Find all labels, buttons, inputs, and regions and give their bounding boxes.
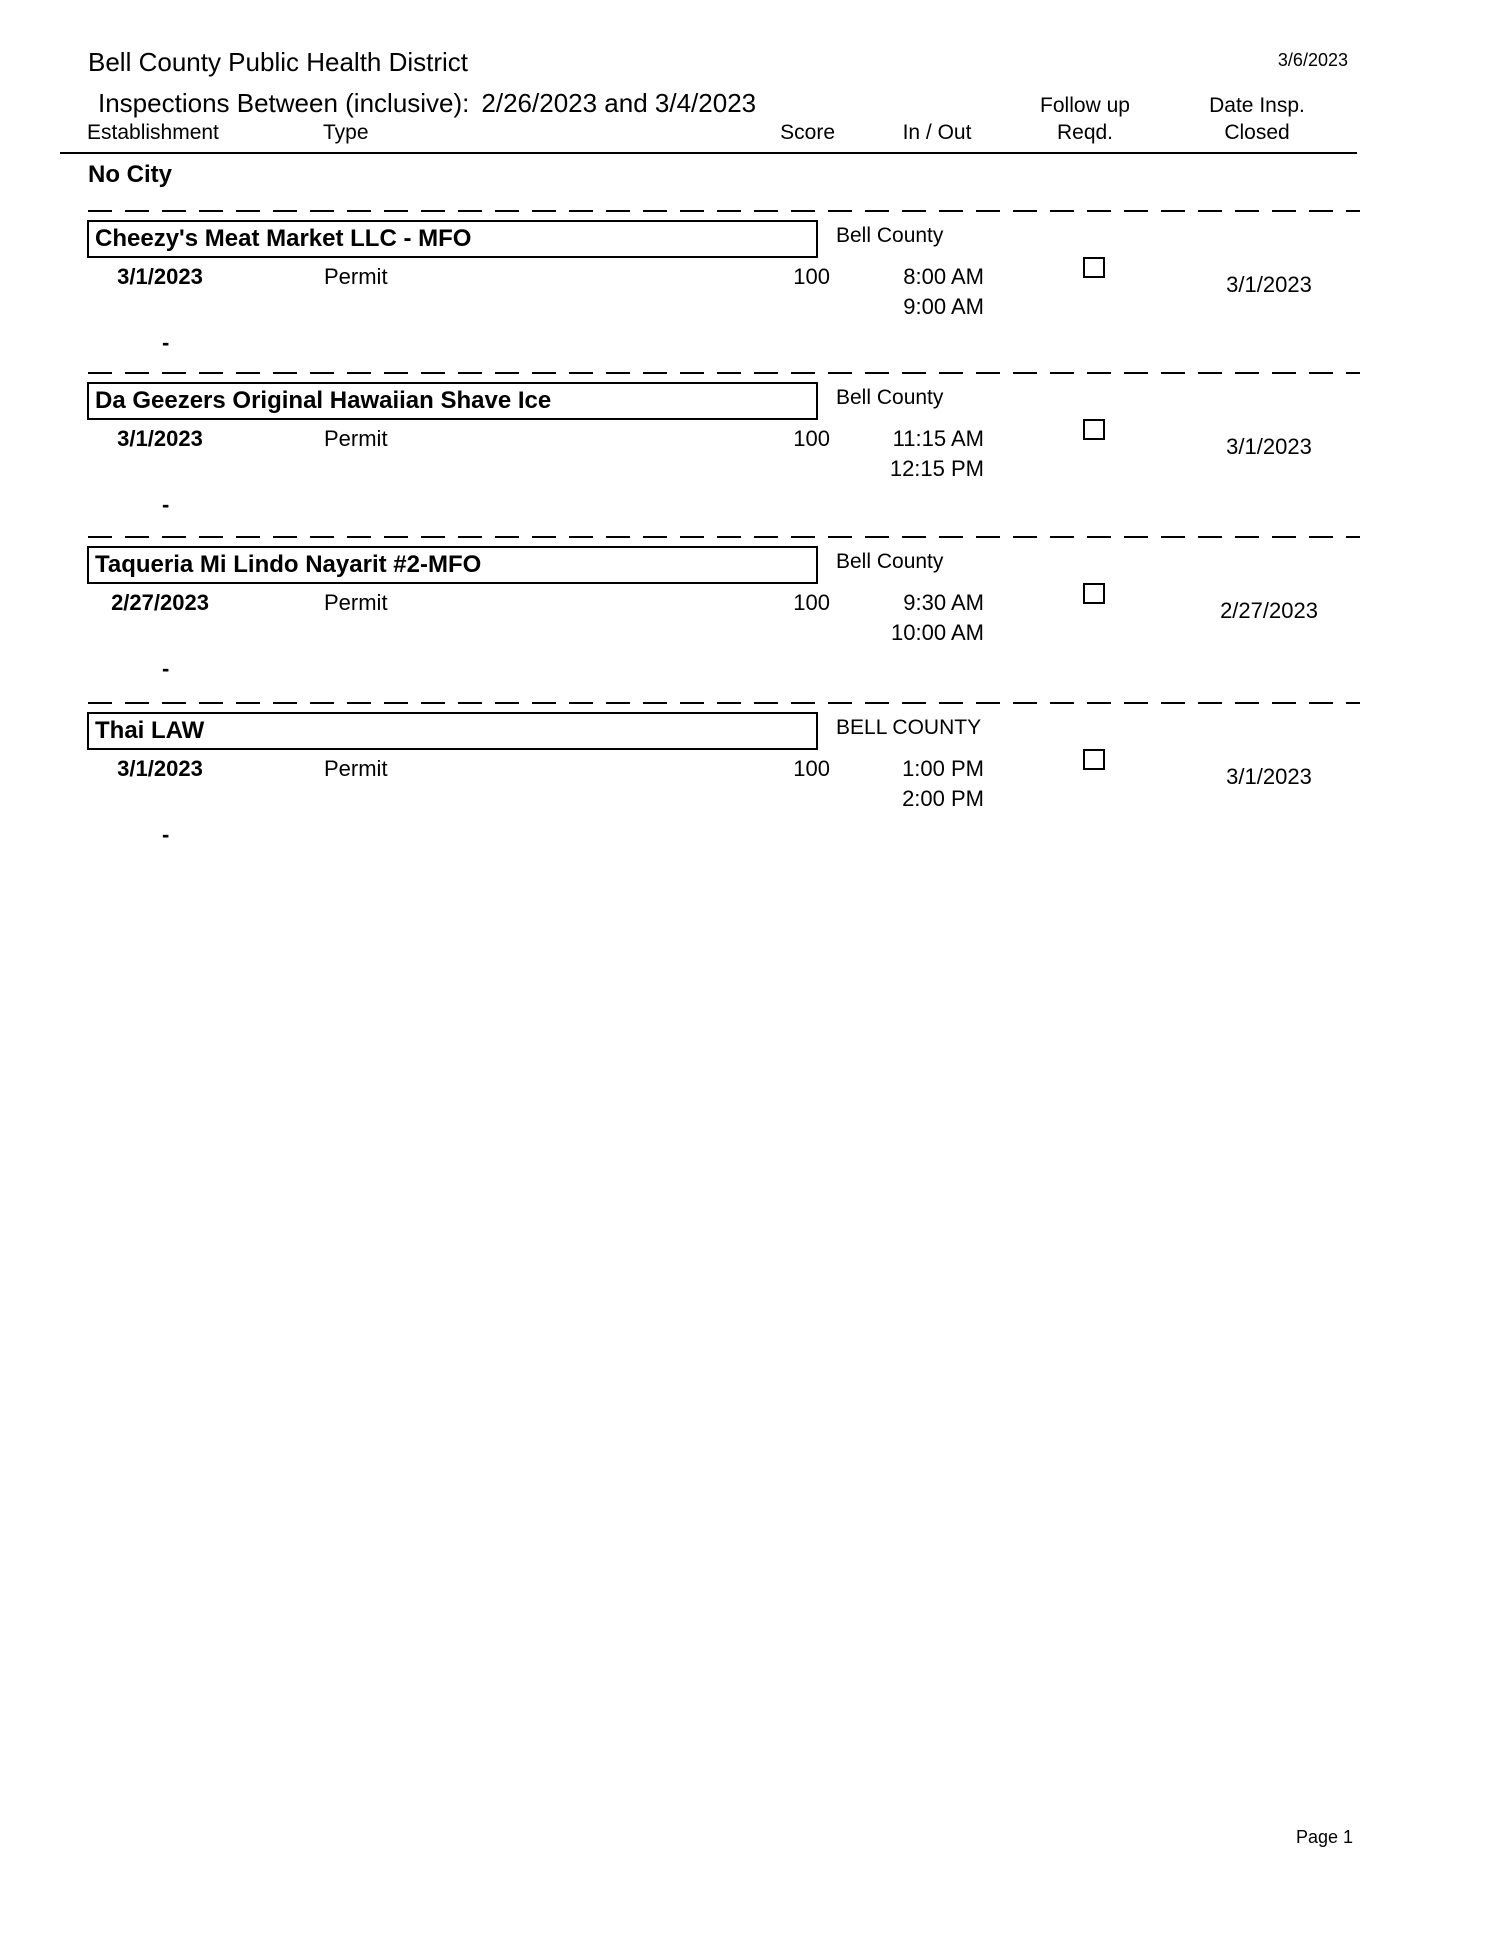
establishment-name-box [87, 382, 818, 420]
time-in: 11:15 AM [892, 426, 984, 451]
date-inspection-closed: 3/1/2023 [1226, 272, 1312, 297]
inspection-date: 3/1/2023 [117, 426, 203, 451]
inspection-type: Permit [324, 590, 388, 615]
inspection-block [0, 210, 1500, 374]
col-header-establishment: Establishment [87, 121, 219, 144]
follow-up-checkbox[interactable] [1083, 749, 1105, 770]
col-header-type: Type [323, 121, 369, 144]
establishment-name: Thai LAW [95, 717, 205, 744]
inspection-date: 3/1/2023 [117, 264, 203, 289]
date-inspection-closed: 2/27/2023 [1220, 598, 1318, 623]
inspection-score: 100 [793, 756, 830, 781]
establishment-name: Taqueria Mi Lindo Nayarit #2-MFO [95, 551, 482, 578]
col-header-date-closed-line1: Date Insp. [1209, 94, 1305, 117]
col-header-follow-up-line2: Reqd. [1056, 121, 1114, 144]
time-in: 1:00 PM [902, 756, 984, 781]
col-header-date-closed-line2: Closed [1224, 121, 1290, 144]
col-header-follow-up-line1: Follow up [1040, 94, 1130, 117]
inspection-score: 100 [793, 426, 830, 451]
subtitle-label: Inspections Between (inclusive): [98, 88, 470, 118]
inspection-block [0, 372, 1500, 536]
establishment-name-box [87, 712, 818, 750]
inspection-score: 100 [793, 264, 830, 289]
time-in: 9:30 AM [903, 590, 984, 615]
dashed-divider [88, 536, 1360, 538]
inspection-type: Permit [324, 264, 388, 289]
inspection-type: Permit [324, 426, 388, 451]
print-date: 3/6/2023 [1277, 50, 1348, 70]
dashed-divider [88, 702, 1360, 704]
date-inspection-closed: 3/1/2023 [1226, 434, 1312, 459]
subtitle-date-range: 2/26/2023 and 3/4/2023 [481, 88, 757, 118]
time-out: 2:00 PM [902, 786, 984, 811]
city-group-header: No City [88, 161, 172, 188]
time-out: 12:15 PM [889, 456, 984, 481]
inspection-block [0, 536, 1500, 700]
follow-up-checkbox[interactable] [1083, 257, 1105, 278]
page-number: Page 1 [1295, 1827, 1353, 1847]
inspection-type: Permit [324, 756, 388, 781]
county-label: Bell County [836, 550, 944, 573]
time-out: 10:00 AM [891, 620, 984, 645]
note-dash: - [162, 330, 170, 355]
time-out: 9:00 AM [903, 294, 984, 319]
inspection-date: 3/1/2023 [117, 756, 203, 781]
inspection-block [0, 702, 1500, 866]
col-header-score: Score [780, 121, 835, 144]
establishment-name-box [87, 220, 818, 258]
note-dash: - [162, 656, 170, 681]
follow-up-checkbox[interactable] [1083, 419, 1105, 440]
note-dash: - [162, 822, 170, 847]
report-title: Bell County Public Health District [88, 47, 469, 77]
note-dash: - [162, 492, 170, 517]
col-header-in-out: In / Out [902, 121, 972, 144]
header-rule [60, 152, 1357, 154]
establishment-name: Cheezy's Meat Market LLC - MFO [95, 225, 472, 252]
time-in: 8:00 AM [903, 264, 984, 289]
county-label: BELL COUNTY [836, 716, 982, 739]
dashed-divider [88, 372, 1360, 374]
date-inspection-closed: 3/1/2023 [1226, 764, 1312, 789]
county-label: Bell County [836, 386, 944, 409]
report-subtitle [98, 88, 756, 119]
dashed-divider [88, 210, 1360, 212]
establishment-name: Da Geezers Original Hawaiian Shave Ice [95, 387, 552, 414]
inspection-score: 100 [793, 590, 830, 615]
establishment-name-box [87, 546, 818, 584]
county-label: Bell County [836, 224, 944, 247]
follow-up-checkbox[interactable] [1083, 583, 1105, 604]
inspection-date: 2/27/2023 [111, 590, 209, 615]
